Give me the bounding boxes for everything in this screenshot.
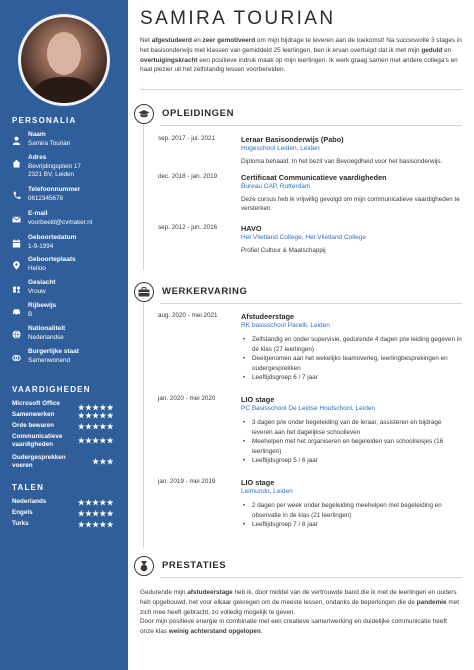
star-icon: ★ [106, 411, 114, 420]
rating-row [12, 520, 118, 536]
star-icon: ★ [106, 457, 114, 466]
achievements-title: PRESTATIES [162, 560, 227, 571]
star-rating [78, 509, 114, 518]
experience-title: WERKERVARING [162, 286, 248, 297]
divider [140, 89, 462, 90]
entry-title: LIO stage [241, 478, 275, 487]
star-icon: ★ [85, 520, 93, 529]
star-icon: ★ [99, 422, 107, 431]
star-icon: ★ [92, 520, 100, 529]
emphasis-text: zeer gemotiveerd [202, 37, 256, 44]
car-icon [12, 303, 21, 312]
entry-date: sep. 2012 - jun. 2016 [158, 224, 218, 231]
experience-timeline [143, 302, 144, 548]
bullet-item: • Leeftijdsgroep 5 / 6 jaar [241, 456, 462, 466]
person-icon [12, 132, 21, 141]
personal-label: Geboorteplaats [28, 256, 76, 263]
achievements-paragraph [140, 588, 462, 637]
entry-title: Leraar Basisonderwijs (Pabo) [241, 135, 344, 144]
text-run: met zich mee heeft gebracht, zo volledig mogelijk te geven. [140, 598, 460, 616]
star-icon: ★ [92, 403, 100, 412]
star-icon: ★ [77, 436, 86, 445]
languages-heading: TALEN [12, 483, 45, 492]
rating-label: Oudergesprekken voeren [12, 454, 66, 469]
phone-icon [12, 187, 21, 196]
personal-value: voorbeeld@cvmaker.nl [28, 219, 93, 226]
entry-date: sep. 2017 - jul. 2021 [158, 135, 216, 142]
text-run: en [191, 37, 203, 44]
bullet-list [241, 501, 462, 530]
star-icon: ★ [99, 411, 107, 420]
personal-label: Geslacht [28, 279, 56, 286]
personal-value: Heiloo [28, 265, 46, 272]
star-icon: ★ [92, 498, 100, 507]
emphasis-text: pandemie [416, 598, 447, 606]
entry-organization: Hogeschool Leiden, Leiden [241, 145, 320, 152]
bullet-item: • 2 dagen per week onder begeleiding meehelpen met begeleiding en observatie in de klas (21 leerlingen) [241, 501, 462, 520]
star-icon: ★ [92, 422, 100, 431]
emphasis-text: afstudeerstage [187, 589, 233, 596]
text-run: en [442, 46, 452, 54]
rating-row [12, 454, 118, 470]
star-icon: ★ [99, 520, 107, 529]
entry-organization: Het Vlietland College, Het Vlietland College [241, 234, 367, 241]
calendar-icon [12, 235, 21, 244]
personal-item [12, 131, 124, 151]
sidebar [0, 0, 128, 670]
entry-organization: RK basisschool Pacelli, Leiden [241, 322, 330, 329]
star-icon: ★ [99, 509, 107, 518]
star-icon: ★ [77, 411, 86, 420]
rating-label: Orde bewaren [12, 422, 54, 429]
star-icon: ★ [99, 403, 107, 412]
avatar [18, 14, 110, 106]
education-timeline [143, 124, 144, 270]
bullet-list [241, 335, 462, 383]
star-icon: ★ [92, 436, 100, 445]
personal-value: Bevrijdingsplein 17 2321 BV, Leiden [28, 163, 81, 178]
personal-item [12, 279, 124, 299]
medal-icon [134, 556, 154, 576]
bullet-item: • Meehelpen met het organiseren en begeleiden van schoolreisjes (16 leerlingen) [241, 437, 462, 456]
graduation-cap-icon [134, 104, 154, 124]
education-entry [158, 135, 462, 175]
personal-label: Nationaliteit [28, 325, 66, 332]
rating-label: Nederlands [12, 498, 47, 505]
text-run: Net [140, 37, 152, 44]
star-icon: ★ [77, 403, 86, 412]
star-rating [78, 436, 114, 445]
education-title: OPLEIDINGEN [162, 108, 235, 119]
home-icon [12, 155, 21, 164]
personal-label: Geboortedatum [28, 234, 77, 241]
star-icon: ★ [106, 436, 114, 445]
entry-organization: Bureau CAP, Rotterdam [241, 183, 311, 190]
bullet-item: • 3 dagen p/w onder begeleiding van de leraar, assisteren en bijdrage leveren aan het dagelijkse schoolleven [241, 418, 462, 437]
text-run: een positieve indruk maak op mijn leerlingen. Ik werk graag samen met andere collega's en haal plezier uit het zelfstandig lessen voorbereiden. [140, 56, 458, 74]
text-run: heb ik, door middel van de vertrouwde band die ik met de leerlingen en ouders heb opgebouwd, het voor elkaar gekregen om de meeste lessen, ondanks de beperkingen die de [140, 589, 457, 606]
achievements-underline [160, 577, 462, 578]
star-icon: ★ [106, 403, 114, 412]
personal-item [12, 325, 124, 345]
star-icon: ★ [85, 436, 93, 445]
entry-organization: Leimundo, Leiden [241, 488, 293, 495]
personal-value: B [28, 311, 33, 318]
entry-description: Diploma behaald. In het bezit van Bevoegdheid voor het basisonderwijs. [241, 158, 443, 165]
rating-label: Samenwerken [12, 411, 55, 418]
bullet-list [241, 418, 462, 466]
emphasis-text: overtuigingskracht [140, 56, 198, 64]
personal-value: Vrouw [28, 288, 46, 295]
star-icon: ★ [85, 509, 93, 518]
entry-date: jan. 2020 - mei 2020 [158, 395, 216, 402]
personal-value: 0612345678 [28, 195, 64, 202]
entry-title: Afstudeerstage [241, 312, 295, 321]
bullet-item: • Zelfstandig en onder supervisie, gedurende 4 dagen p/w leiding gegeven in de klas (27 leerlingen) [241, 335, 462, 354]
entry-description: Profiel Cultuur & Maatschappij [241, 247, 326, 254]
bullet-item: • Leeftijdsgroep 7 / 8 jaar [241, 520, 462, 530]
personal-item [12, 302, 124, 322]
education-underline [160, 125, 462, 126]
star-icon: ★ [92, 411, 100, 420]
bullet-item: • Leeftijdsgroep 6 / 7 jaar [241, 373, 462, 383]
skills-heading: VAARDIGHEDEN [12, 385, 91, 394]
star-icon: ★ [77, 422, 86, 431]
star-icon: ★ [106, 422, 114, 431]
personalia-heading: PERSONALIA [12, 116, 77, 125]
experience-entry [158, 478, 462, 554]
entry-date: aug. 2020 - mei 2021 [158, 312, 218, 319]
star-icon: ★ [92, 457, 100, 466]
star-icon: ★ [99, 498, 107, 507]
star-icon: ★ [77, 509, 86, 518]
star-rating [78, 520, 114, 529]
personal-label: Adres [28, 154, 47, 161]
text-run: om mijn bijdrage te leveren aan de toekomst! Na succesvolle 3 stages in het basisonderwijs met klassen van gemiddeld 25 leerlingen, ben ik ervan overtuigd dat ik met mijn [140, 37, 462, 54]
emphasis-text: afgestudeerd [151, 37, 192, 44]
profile-photo [21, 17, 107, 103]
star-icon: ★ [106, 520, 114, 529]
star-icon: ★ [106, 498, 114, 507]
star-icon: ★ [85, 498, 93, 507]
star-icon: ★ [106, 509, 114, 518]
personal-value: Nederlandse [28, 334, 64, 341]
star-rating [78, 411, 114, 420]
rating-label: Communicatieve vaardigheden [12, 433, 63, 448]
mail-icon [12, 211, 21, 220]
personal-value: Samenwonend [28, 357, 71, 364]
star-icon: ★ [77, 498, 86, 507]
entry-title: HAVO [241, 224, 262, 233]
star-icon: ★ [85, 403, 93, 412]
personal-item [12, 210, 124, 230]
personal-item [12, 234, 124, 254]
personal-item [12, 154, 124, 178]
rating-label: Turks [12, 520, 29, 527]
text-run: Gedurende mijn [140, 589, 188, 596]
star-icon: ★ [85, 411, 93, 420]
experience-entry [158, 395, 462, 471]
personal-label: Rijbewijs [28, 302, 57, 309]
star-rating [78, 498, 114, 507]
personal-item [12, 186, 124, 206]
intro-paragraph [140, 36, 462, 75]
rating-label: Engels [12, 509, 33, 516]
star-icon: ★ [92, 509, 100, 518]
education-entry [158, 224, 462, 264]
person-name: SAMIRA TOURIAN [140, 8, 336, 29]
entry-title: Certificaat Communicatieve vaardigheden [241, 173, 387, 182]
experience-underline [160, 303, 462, 304]
briefcase-icon [134, 282, 154, 302]
experience-entry [158, 312, 462, 388]
entry-title: LIO stage [241, 395, 275, 404]
star-icon: ★ [85, 422, 93, 431]
gender-icon [12, 280, 21, 289]
entry-date: jan. 2019 - mei 2019 [158, 478, 216, 485]
personal-value: 1-9-1994 [28, 243, 54, 250]
bullet-item: • Deelgenomen aan het wekelijks teamoverleg, leerlingbesprekingen en oudergesprekken [241, 354, 462, 373]
entry-description: Deze cursus heb ik vrijwillig gevolgd om mijn communicatieve vaardigheden te versterken. [241, 196, 460, 213]
personal-label: Telefoonnummer [28, 186, 81, 193]
entry-date: dec. 2018 - jan. 2019 [158, 173, 218, 180]
star-icon: ★ [99, 457, 107, 466]
personal-item [12, 256, 124, 276]
rating-row [12, 433, 118, 449]
star-icon: ★ [99, 436, 107, 445]
personal-item [12, 348, 124, 368]
rings-icon [12, 349, 21, 358]
entry-organization: PC Basisschool De Leidse Houtschool, Leiden [241, 405, 376, 412]
education-entry [158, 173, 462, 213]
personal-label: Burgerlijke staat [28, 348, 79, 355]
star-rating [92, 457, 114, 466]
text-run: . [260, 628, 263, 636]
text-run: Door mijn positieve energie in combinatie met een creatieve samenwerking en duidelijke communicatie heeft onze klas [140, 618, 447, 636]
star-icon: ★ [77, 520, 86, 529]
star-rating [78, 422, 114, 431]
personal-value: Samira Tourian [28, 140, 71, 147]
personal-label: E-mail [28, 210, 48, 217]
personal-label: Naam [28, 131, 46, 138]
emphasis-text: weinig achterstand opgelopen [168, 628, 261, 636]
location-icon [12, 257, 21, 266]
emphasis-text: geduld [421, 46, 443, 54]
rating-label: Microsoft Office [12, 400, 60, 407]
flag-icon [12, 326, 21, 335]
